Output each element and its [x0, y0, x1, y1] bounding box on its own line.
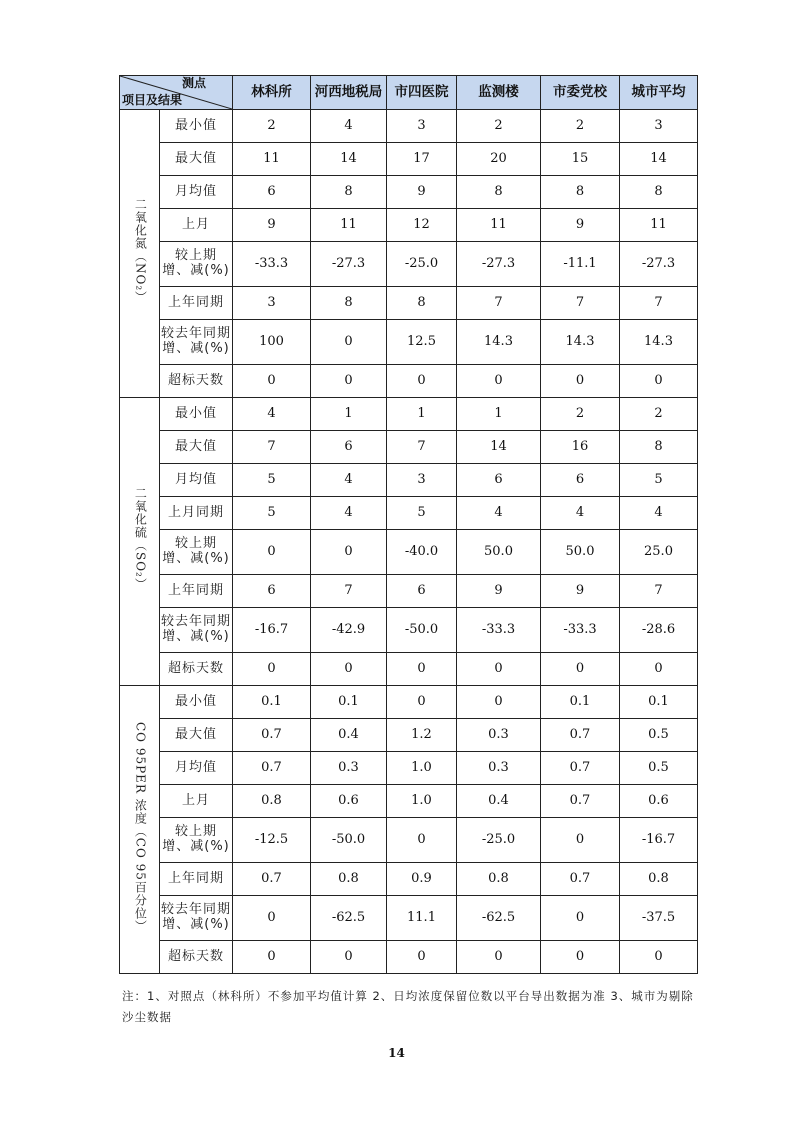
table-row: [120, 686, 698, 719]
row-item-label-line: 较去年同期: [160, 902, 231, 918]
value-cell: 0.3: [457, 719, 541, 752]
value-cell: 0.3: [457, 752, 541, 785]
row-item-label-line: 超标天数: [167, 660, 224, 676]
value-cell: 1.0: [387, 752, 457, 785]
value-cell: -27.3: [620, 242, 698, 287]
value-cell: -33.3: [233, 242, 311, 287]
column-header: 城市平均: [620, 76, 698, 110]
row-item-label-line: 最大值: [174, 150, 217, 166]
value-cell: 0.8: [311, 863, 387, 896]
row-item-label-line: 月均值: [174, 759, 217, 775]
table-row: [120, 818, 698, 863]
row-item-label-line: 月均值: [174, 471, 217, 487]
value-cell: 1: [457, 398, 541, 431]
table-row: [120, 752, 698, 785]
value-cell: 3: [620, 110, 698, 143]
row-item-label: [160, 608, 233, 653]
row-item-label-line: 最大值: [174, 438, 217, 454]
row-item-label-line: 上年同期: [167, 870, 224, 886]
row-item-label: [160, 818, 233, 863]
value-cell: 0: [541, 818, 620, 863]
row-item-label-line: 最小值: [174, 117, 217, 133]
table-row: [120, 176, 698, 209]
value-cell: 0: [457, 686, 541, 719]
value-cell: 0: [387, 365, 457, 398]
table-row: [120, 287, 698, 320]
value-cell: 15: [541, 143, 620, 176]
row-item-label: [160, 398, 233, 431]
column-header: 林科所: [233, 76, 311, 110]
value-cell: 0: [541, 365, 620, 398]
value-cell: 11: [620, 209, 698, 242]
value-cell: 6: [233, 575, 311, 608]
pollutant-group-label: [120, 398, 160, 686]
column-header: 市四医院: [387, 76, 457, 110]
table-row: [120, 398, 698, 431]
row-item-label-line: 最小值: [174, 693, 217, 709]
value-cell: 0.1: [233, 686, 311, 719]
row-item-label: [160, 863, 233, 896]
value-cell: 0: [233, 896, 311, 941]
pollutant-name: CO 95PER 浓度（CO 95百分位）: [133, 721, 148, 933]
value-cell: 8: [311, 287, 387, 320]
row-item-label: [160, 320, 233, 365]
value-cell: 3: [387, 110, 457, 143]
row-item-label-line: 增、减(%): [162, 917, 230, 932]
value-cell: 0.6: [311, 785, 387, 818]
value-cell: 9: [457, 575, 541, 608]
value-cell: 14: [457, 431, 541, 464]
value-cell: 1.0: [387, 785, 457, 818]
value-cell: 2: [541, 110, 620, 143]
row-item-label: [160, 653, 233, 686]
value-cell: 1: [387, 398, 457, 431]
value-cell: -27.3: [311, 242, 387, 287]
table-corner-cell: [120, 76, 233, 110]
value-cell: 0.7: [233, 719, 311, 752]
value-cell: 0: [233, 530, 311, 575]
value-cell: 8: [620, 176, 698, 209]
row-item-label: [160, 686, 233, 719]
row-item-label: [160, 464, 233, 497]
value-cell: 4: [620, 497, 698, 530]
value-cell: 9: [541, 575, 620, 608]
row-item-label-line: 增、减(%): [162, 839, 230, 854]
value-cell: 8: [311, 176, 387, 209]
row-item-label-line: 较去年同期: [160, 326, 231, 342]
value-cell: 8: [541, 176, 620, 209]
value-cell: 0: [620, 653, 698, 686]
value-cell: 0: [620, 941, 698, 974]
value-cell: 100: [233, 320, 311, 365]
row-item-label: [160, 365, 233, 398]
row-item-label-line: 增、减(%): [162, 341, 230, 356]
row-item-label: [160, 431, 233, 464]
table-row: [120, 530, 698, 575]
pollutant-group-label: [120, 110, 160, 398]
row-item-label-line: 较上期: [174, 536, 217, 552]
value-cell: -33.3: [541, 608, 620, 653]
row-item-label: [160, 497, 233, 530]
value-cell: 4: [311, 110, 387, 143]
value-cell: 0: [387, 686, 457, 719]
value-cell: -12.5: [233, 818, 311, 863]
value-cell: 16: [541, 431, 620, 464]
air-quality-table: [119, 75, 698, 974]
pollutant-name: 二氧化氮（NO₂）: [133, 197, 148, 305]
row-item-label-line: 最大值: [174, 726, 217, 742]
table-row: [120, 896, 698, 941]
value-cell: 8: [620, 431, 698, 464]
value-cell: 8: [457, 176, 541, 209]
value-cell: 6: [233, 176, 311, 209]
value-cell: 0: [387, 653, 457, 686]
value-cell: 5: [233, 464, 311, 497]
value-cell: 12.5: [387, 320, 457, 365]
value-cell: 0.9: [387, 863, 457, 896]
value-cell: 7: [620, 575, 698, 608]
row-item-label-line: 上月: [181, 216, 210, 232]
value-cell: 0: [541, 941, 620, 974]
row-item-label-line: 较上期: [174, 248, 217, 264]
value-cell: 5: [387, 497, 457, 530]
value-cell: 7: [387, 431, 457, 464]
table-row: [120, 143, 698, 176]
value-cell: 0: [387, 818, 457, 863]
row-item-label: [160, 143, 233, 176]
value-cell: 0: [541, 653, 620, 686]
value-cell: 2: [457, 110, 541, 143]
value-cell: 0.7: [541, 719, 620, 752]
value-cell: 8: [387, 287, 457, 320]
value-cell: 4: [457, 497, 541, 530]
value-cell: 12: [387, 209, 457, 242]
pollutant-group-label: [120, 686, 160, 974]
row-item-label: [160, 719, 233, 752]
value-cell: 5: [620, 464, 698, 497]
row-item-label: [160, 896, 233, 941]
value-cell: 2: [541, 398, 620, 431]
value-cell: 0.3: [311, 752, 387, 785]
value-cell: 0: [233, 365, 311, 398]
value-cell: 0: [311, 320, 387, 365]
value-cell: 1: [311, 398, 387, 431]
table-row: [120, 575, 698, 608]
corner-label-top: 测点: [181, 76, 206, 90]
row-item-label-line: 较上期: [174, 824, 217, 840]
table-row: [120, 785, 698, 818]
row-item-label-line: 超标天数: [167, 372, 224, 388]
row-item-label: [160, 110, 233, 143]
row-item-label-line: 超标天数: [167, 948, 224, 964]
row-item-label-line: 增、减(%): [162, 629, 230, 644]
table-footnote: 注：1、对照点（林科所）不参加平均值计算 2、日均浓度保留位数以平台导出数据为准 3、城市为剔除沙尘数据: [122, 989, 694, 1024]
value-cell: 9: [387, 176, 457, 209]
table-row: [120, 497, 698, 530]
row-item-label: [160, 575, 233, 608]
row-item-label-line: 上月: [181, 792, 210, 808]
value-cell: 0.8: [233, 785, 311, 818]
value-cell: 9: [233, 209, 311, 242]
row-item-label: [160, 176, 233, 209]
value-cell: -27.3: [457, 242, 541, 287]
value-cell: 25.0: [620, 530, 698, 575]
value-cell: 0.7: [233, 863, 311, 896]
value-cell: 11: [233, 143, 311, 176]
value-cell: 0: [457, 653, 541, 686]
value-cell: 6: [541, 464, 620, 497]
table-row: [120, 431, 698, 464]
value-cell: 0.5: [620, 752, 698, 785]
value-cell: 0.6: [620, 785, 698, 818]
value-cell: 0.8: [457, 863, 541, 896]
row-item-label: [160, 287, 233, 320]
value-cell: -11.1: [541, 242, 620, 287]
value-cell: 9: [541, 209, 620, 242]
table-row: [120, 242, 698, 287]
value-cell: 0.7: [541, 863, 620, 896]
table-row: [120, 608, 698, 653]
corner-label-bottom: 项目及结果: [122, 93, 183, 108]
row-item-label-line: 月均值: [174, 183, 217, 199]
value-cell: -42.9: [311, 608, 387, 653]
value-cell: 20: [457, 143, 541, 176]
value-cell: 4: [311, 497, 387, 530]
value-cell: 0.8: [620, 863, 698, 896]
value-cell: 7: [620, 287, 698, 320]
value-cell: 0.1: [541, 686, 620, 719]
value-cell: 6: [457, 464, 541, 497]
row-item-label-line: 上月同期: [167, 504, 224, 520]
table-header-row: [120, 76, 698, 110]
value-cell: 4: [541, 497, 620, 530]
row-item-label-line: 上年同期: [167, 294, 224, 310]
value-cell: 0: [311, 653, 387, 686]
value-cell: 0.1: [620, 686, 698, 719]
value-cell: 0.5: [620, 719, 698, 752]
table-row: [120, 365, 698, 398]
row-item-label-line: 上年同期: [167, 582, 224, 598]
value-cell: 7: [233, 431, 311, 464]
value-cell: -25.0: [457, 818, 541, 863]
page-number: 14: [388, 1046, 405, 1060]
value-cell: 0: [233, 941, 311, 974]
value-cell: 11: [457, 209, 541, 242]
row-item-label-line: 增、减(%): [162, 551, 230, 566]
table-row: [120, 320, 698, 365]
value-cell: 0: [311, 365, 387, 398]
table-row: [120, 863, 698, 896]
value-cell: 14.3: [620, 320, 698, 365]
value-cell: 2: [620, 398, 698, 431]
table-row: [120, 653, 698, 686]
value-cell: 14: [311, 143, 387, 176]
value-cell: -40.0: [387, 530, 457, 575]
value-cell: 0: [541, 896, 620, 941]
value-cell: 0.7: [233, 752, 311, 785]
table-row: [120, 464, 698, 497]
value-cell: 50.0: [541, 530, 620, 575]
value-cell: 14.3: [457, 320, 541, 365]
value-cell: -50.0: [311, 818, 387, 863]
value-cell: 0: [311, 530, 387, 575]
value-cell: 2: [233, 110, 311, 143]
value-cell: 11: [311, 209, 387, 242]
value-cell: -28.6: [620, 608, 698, 653]
row-item-label-line: 最小值: [174, 405, 217, 421]
value-cell: 7: [541, 287, 620, 320]
value-cell: -16.7: [233, 608, 311, 653]
value-cell: 0.7: [541, 785, 620, 818]
value-cell: -33.3: [457, 608, 541, 653]
value-cell: -50.0: [387, 608, 457, 653]
value-cell: 11.1: [387, 896, 457, 941]
table-row: [120, 110, 698, 143]
value-cell: 14.3: [541, 320, 620, 365]
value-cell: 0: [233, 653, 311, 686]
value-cell: 7: [311, 575, 387, 608]
value-cell: 0: [620, 365, 698, 398]
value-cell: 1.2: [387, 719, 457, 752]
value-cell: 3: [233, 287, 311, 320]
value-cell: 3: [387, 464, 457, 497]
row-item-label: [160, 209, 233, 242]
value-cell: 50.0: [457, 530, 541, 575]
row-item-label: [160, 785, 233, 818]
row-item-label-line: 增、减(%): [162, 263, 230, 278]
value-cell: 14: [620, 143, 698, 176]
table-row: [120, 209, 698, 242]
value-cell: 7: [457, 287, 541, 320]
row-item-label: [160, 752, 233, 785]
value-cell: -25.0: [387, 242, 457, 287]
value-cell: -62.5: [457, 896, 541, 941]
value-cell: 4: [233, 398, 311, 431]
column-header: 监测楼: [457, 76, 541, 110]
pollutant-name: 二氧化硫（SO₂）: [133, 487, 148, 591]
row-item-label-line: 较去年同期: [160, 614, 231, 630]
value-cell: 0.1: [311, 686, 387, 719]
column-header: 市委党校: [541, 76, 620, 110]
value-cell: 0.7: [541, 752, 620, 785]
value-cell: 0.4: [311, 719, 387, 752]
value-cell: 0: [457, 941, 541, 974]
value-cell: 0: [311, 941, 387, 974]
value-cell: -62.5: [311, 896, 387, 941]
value-cell: 0: [387, 941, 457, 974]
value-cell: 5: [233, 497, 311, 530]
value-cell: 0.4: [457, 785, 541, 818]
value-cell: -37.5: [620, 896, 698, 941]
value-cell: -16.7: [620, 818, 698, 863]
table-row: [120, 941, 698, 974]
value-cell: 6: [311, 431, 387, 464]
value-cell: 4: [311, 464, 387, 497]
table-row: [120, 719, 698, 752]
value-cell: 6: [387, 575, 457, 608]
column-header: 河西地税局: [311, 76, 387, 110]
row-item-label: [160, 941, 233, 974]
row-item-label: [160, 530, 233, 575]
value-cell: 0: [457, 365, 541, 398]
row-item-label: [160, 242, 233, 287]
value-cell: 17: [387, 143, 457, 176]
